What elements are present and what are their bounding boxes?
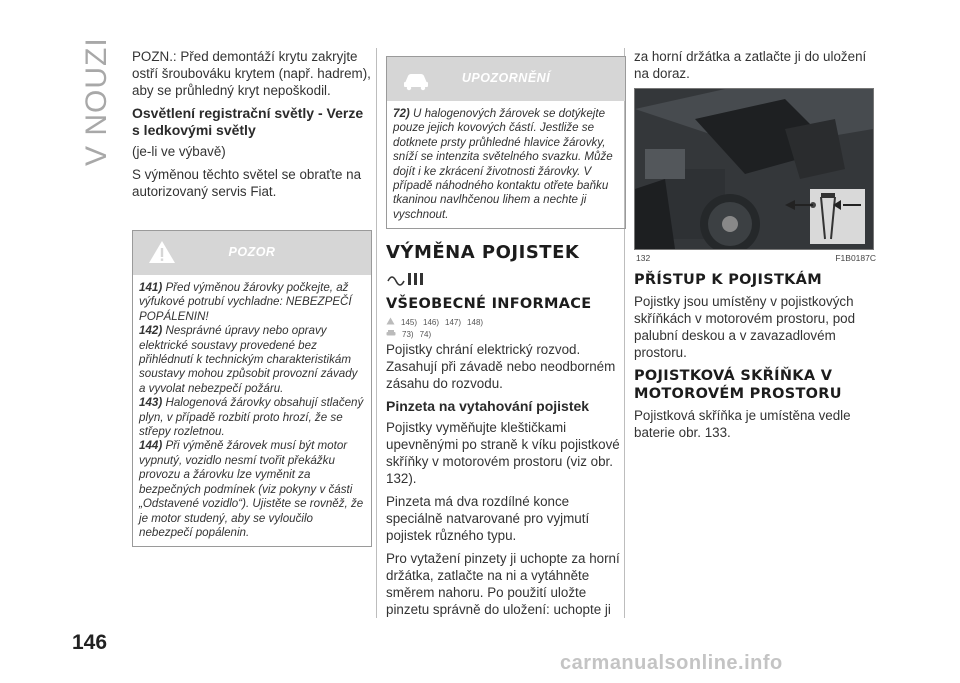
- paragraph: (je-li ve výbavě): [132, 144, 226, 159]
- paragraph: Pojistky chrání elektrický rozvod. Zasahují při závadě nebo neodborném zásahu do rozvodu.: [386, 342, 616, 392]
- engine-fuse-photo: [634, 88, 874, 250]
- item-number: 72): [393, 107, 410, 120]
- watermark: carmanualsonline.info: [560, 652, 783, 674]
- paragraph: S výměnou těchto světel se obraťte na autorizovaný servis Fiat.: [132, 167, 362, 199]
- warning-item: [139, 281, 365, 324]
- subheading: Pinzeta na vytahování pojistek: [386, 398, 590, 415]
- ref: 147): [445, 318, 462, 328]
- figure-caption: [636, 253, 876, 263]
- item-text: Při výměně žárovek musí být motor vypnutý, vozidlo nesmí tvořit překážku provozu a žárovku lze vyměnit za bezpečných podmínek (viz pokyny v části „Odstavené vozidlo“). Ujistěte se rovněž, že je motor studený, aby se vyloučilo nebezpečí popálenin.: [139, 439, 364, 539]
- item-text: Před výměnou žárovky počkejte, až výfukové potrubí vychladne: NEBEZPEČÍ POPÁLENIN!: [139, 281, 352, 323]
- item-text: Halogenová žárovky obsahují stlačený plyn, v případě rozbití proto hrozí, že se střepy rozletnou.: [139, 396, 364, 439]
- section-heading: PŘÍSTUP K POJISTKÁM: [634, 272, 822, 288]
- warning-item: [139, 439, 365, 540]
- notice-box-header: [387, 57, 625, 101]
- chapter-tab: [80, 37, 114, 166]
- ref: 146): [423, 318, 440, 328]
- warning-triangle-icon: [386, 317, 395, 327]
- item-number: 141): [139, 281, 163, 294]
- page-number: 146: [72, 631, 108, 654]
- paragraph: Pro vytažení pinzety ji uchopte za horní držátka, zatlačte na ni a vytáhněte směrem nahoru. Po použití uložte pinzetu správně do uložení: uchopte ji: [386, 551, 620, 618]
- paragraph: Pojistková skříňka je umístěna vedle baterie obr. 133.: [634, 408, 851, 440]
- fuse-icon: [386, 269, 626, 289]
- warning-box-title: POZOR: [228, 245, 276, 259]
- paragraph: Pojistky vyměňujte kleštičkami upevněnými po straně k víku pojistkové skříňky v motorovém prostoru (viz obr. 132).: [386, 420, 620, 487]
- item-number: 144): [139, 439, 163, 453]
- ref: 145): [401, 318, 418, 328]
- section-heading: VÝMĚNA POJISTEK: [386, 242, 580, 264]
- warning-item: [139, 396, 365, 439]
- figure-number: 132: [636, 253, 651, 263]
- references-2: [386, 329, 626, 339]
- references-1: [386, 317, 626, 327]
- paragraph: Pojistky jsou umístěny v pojistkových skříňkách v motorovém prostoru, pod palubní deskou a v zavazadlovém prostoru.: [634, 294, 856, 360]
- subsection-heading: VŠEOBECNÉ INFORMACE: [386, 296, 592, 313]
- warning-item: [139, 324, 365, 396]
- ref: 74): [419, 330, 432, 340]
- chapter-tab-label: V NOUZI: [80, 37, 113, 166]
- item-text: U halogenových žárovek se dotýkejte pouze jejich kovových částí. Jestliže se dotknete prsty průhledné hlavice žárovky, sníží se intenzita světelného svazku. Může dojít i ke zkrácení životnosti žárovky. V případě náhodného kontaktu otřete baňku tkaninou navlhčenou lihem a nechte ji vyschnout.: [393, 107, 613, 221]
- notice-item: [393, 107, 619, 222]
- paragraph: Pinzeta má dva rozdílné konce speciálně natvarované pro vyjmutí pojistek různého typu.: [386, 494, 590, 544]
- section-heading: POJISTKOVÁ SKŘÍŇKA V MOTOROVÉM PROSTORU: [634, 368, 842, 402]
- item-number: 142): [139, 324, 163, 338]
- warning-box: [132, 230, 372, 547]
- ref: 73): [402, 330, 414, 340]
- warning-box-header: [133, 231, 371, 275]
- item-text: Nesprávné úpravy nebo opravy elektrické soustavy provedené bez přihlédnutí k technickým charakteristikám soustavy mohou způsobit provozní závady a vyvolat nebezpečí požáru.: [139, 324, 358, 395]
- column-divider: [376, 48, 377, 618]
- car-warning-icon: [386, 329, 396, 339]
- column-2: [386, 46, 626, 624]
- paragraph: za horní držátka a zatlačte ji do uložení na doraz.: [634, 49, 867, 81]
- section-heading: Osvětlení registrační světly - Verze s ledkovými světly: [132, 105, 364, 138]
- column-1: [132, 48, 372, 547]
- notice-box: [386, 56, 626, 229]
- intro-paragraph: POZN.: Před demontáží krytu zakryjte ostří šroubováku krytem (např. hadrem), aby se průhledný kryt nepoškodil.: [132, 49, 371, 98]
- item-number: 143): [139, 396, 163, 410]
- column-3: [634, 48, 878, 447]
- notice-box-body: [387, 101, 625, 228]
- notice-box-title: UPOZORNĚNÍ: [461, 71, 551, 85]
- warning-box-body: [133, 275, 371, 546]
- ref: 148): [467, 318, 484, 328]
- figure-code: F1B0187C: [835, 253, 876, 263]
